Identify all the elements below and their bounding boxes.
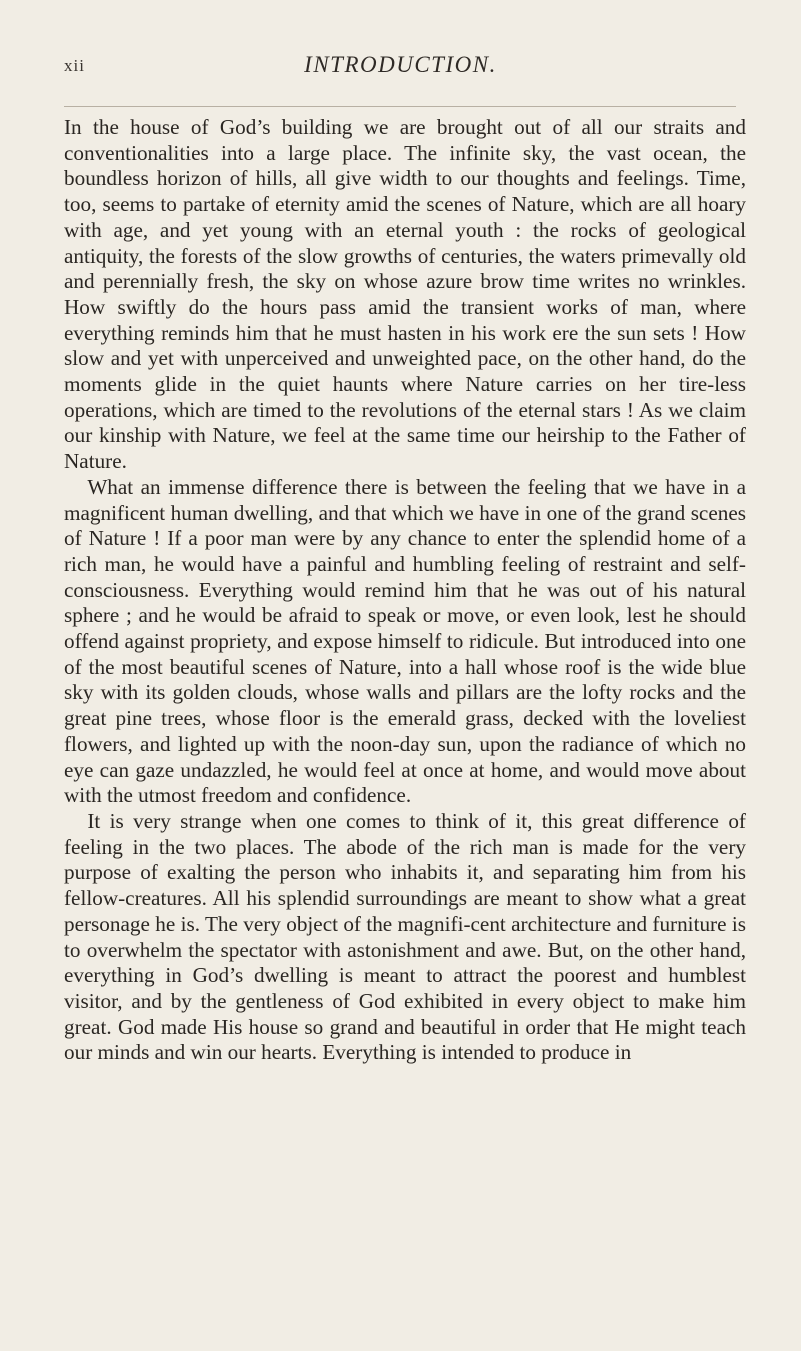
- paragraph-3: It is very strange when one comes to think of it, this great difference of feeling in the two places. The abode of the rich man is made for the very purpose of exalting the person who inhabits it, and separating him from his fellow-creatures. All his splendid surroundings are meant to show what a great personage he is. The very object of the magnifi-cent architecture and furniture is to overwhelm the spectator with astonishment and awe. But, on the other hand, everything in God’s dwelling is meant to attract the poorest and humblest visitor, and by the gentleness of God exhibited in every object to make him great. God made His house so grand and beautiful in order that He might teach our minds and win our hearts. Everything is intended to produce in: [64, 808, 746, 1065]
- paragraph-1: In the house of God’s building we are brought out of all our straits and conventionalities into a large place. The infinite sky, the vast ocean, the boundless horizon of hills, all give width to our thoughts and feelings. Time, too, seems to partake of eternity amid the scenes of Nature, which are all hoary with age, and yet young with an eternal youth : the rocks of geological antiquity, the forests of the slow growths of centuries, the waters primevally old and perennially fresh, the sky on whose azure brow time writes no wrinkles. How swiftly do the hours pass amid the transient works of man, where everything reminds him that he must hasten in his work ere the sun sets ! How slow and yet with unperceived and unweighted pace, on the other hand, do the moments glide in the quiet haunts where Nature carries on her tire-less operations, which are timed to the revolutions of the eternal stars ! As we claim our kinship with Nature, we feel at the same time our heirship to the Father of Nature.: [64, 115, 746, 474]
- running-head: INTRODUCTION.: [304, 52, 497, 77]
- paragraph-2: What an immense difference there is between the feeling that we have in a magnificent human dwelling, and that which we have in one of the grand scenes of Nature ! If a poor man were by any chance to enter the splendid home of a rich man, he would have a painful and humbling feeling of restraint and self-consciousness. Everything would remind him that he was out of his natural sphere ; and he would be afraid to speak or move, or even look, lest he should offend against propriety, and expose himself to ridicule. But introduced into one of the most beautiful scenes of Nature, into a hall whose roof is the wide blue sky with its golden clouds, whose walls and pillars are the lofty rocks and the great pine trees, whose floor is the emerald grass, decked with the loveliest flowers, and lighted up with the noon-day sun, upon the radiance of which no eye can gaze undazzled, he would feel at once at home, and would move about with the utmost freedom and confidence.: [64, 474, 746, 808]
- page-number: xii: [64, 56, 85, 75]
- page-header: [0, 50, 801, 90]
- body-text: [64, 115, 746, 1066]
- header-rule: [64, 106, 736, 107]
